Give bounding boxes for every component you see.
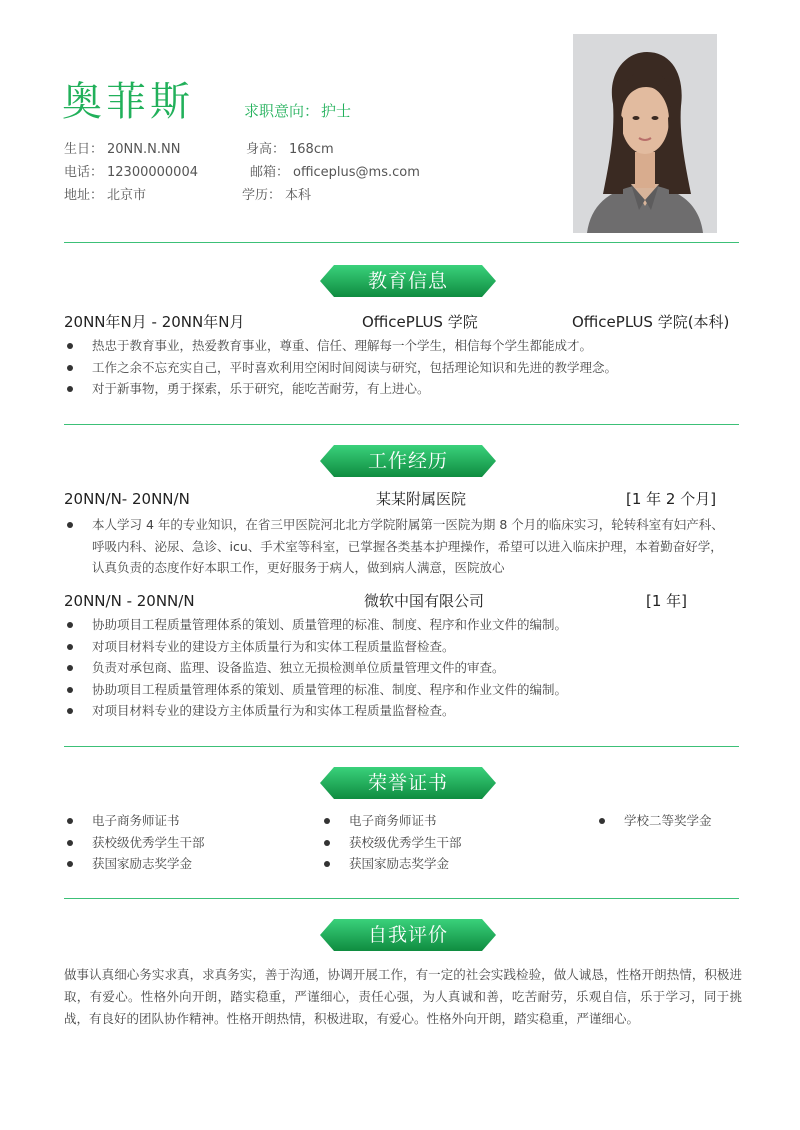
job-2-company: 微软中国有限公司 <box>364 592 485 610</box>
list-item: 获国家励志奖学金 <box>64 853 294 875</box>
address-label: 地址： <box>64 188 104 203</box>
education-period: 20NN年N月 - 20NN年N月 <box>64 313 245 331</box>
list-item: 对项目材料专业的建设方主体质量行为和实体工程质量监督检查。 <box>64 636 742 658</box>
job-1-company: 某某附属医院 <box>376 490 467 508</box>
list-item: 协助项目工程质量管理体系的策划、质量管理的标准、制度、程序和作业文件的编制。 <box>64 679 742 701</box>
birth-value: 20NN.N.NN <box>107 142 181 157</box>
height-label: 身高： <box>246 142 286 157</box>
profile-photo <box>573 34 717 233</box>
education-value: 本科 <box>285 188 312 203</box>
list-item: 负责对承包商、监理、设备监造、独立无损检测单位质量管理文件的审查。 <box>64 657 742 679</box>
education-bullets <box>64 335 742 400</box>
section-divider <box>64 424 739 425</box>
work-title: 工作经历 <box>367 450 448 472</box>
job-1-period: 20NN/N- 20NN/N <box>64 490 190 508</box>
job-intent-value: 护士 <box>321 102 352 120</box>
list-item: 对项目材料专业的建设方主体质量行为和实体工程质量监督检查。 <box>64 700 742 722</box>
section-divider <box>64 746 739 747</box>
honors-column-2 <box>321 810 551 875</box>
education-banner <box>320 265 496 297</box>
job-1-bullets <box>64 514 728 579</box>
phone-value: 12300000004 <box>107 165 198 180</box>
list-item: 获国家励志奖学金 <box>321 853 551 875</box>
education-title: 教育信息 <box>367 270 448 292</box>
address-value: 北京市 <box>107 188 147 203</box>
job-intent <box>242 101 351 121</box>
list-item: 协助项目工程质量管理体系的策划、质量管理的标准、制度、程序和作业文件的编制。 <box>64 614 742 636</box>
height-value: 168cm <box>289 142 334 157</box>
honors-column-1 <box>64 810 294 875</box>
section-divider <box>64 898 739 899</box>
email-value: officeplus@ms.com <box>293 165 420 180</box>
honors-banner <box>320 767 496 799</box>
list-item: 电子商务师证书 <box>321 810 551 832</box>
email-info <box>250 164 420 182</box>
list-item: 电子商务师证书 <box>64 810 294 832</box>
work-banner <box>320 445 496 477</box>
height-info <box>246 141 334 159</box>
self-eval-banner <box>320 919 496 951</box>
self-eval-text: 做事认真细心务实求真，求真务实，善于沟通，协调开展工作，有一定的社会实践检验，做人诚恳，性格开朗热情，积极进取，有爱心。性格外向开朗，踏实稳重，严谨细心，责任心强，为人真诚和善，吃苦耐劳，乐观自信，乐于学习，同于挑战，有良好的团队协作精神。性格开朗热情，积极进取，有爱心。性格外向开朗，踏实稳重，严谨细心。 <box>64 967 742 1026</box>
list-item: 本人学习 4 年的专业知识，在省三甲医院河北北方学院附属第一医院为期 8 个月的临床实习，轮转科室有妇产科、呼吸内科、泌尿、急诊、icu、手术室等科室，已掌握各类基本护理操作，希望可以进入临床护理，本着勤奋好学，认真负责的态度作好本职工作，更好服务于病人，做到病人满意，医院放心 <box>64 514 728 579</box>
birth-label: 生日： <box>64 142 104 157</box>
job-2-bullets <box>64 614 742 722</box>
phone-info <box>64 164 198 182</box>
job-intent-label: 求职意向： <box>244 102 320 120</box>
job-2-period: 20NN/N - 20NN/N <box>64 592 195 610</box>
education-school: OfficePLUS 学院 <box>362 313 478 331</box>
list-item: 热忠于教育事业，热爱教育事业，尊重、信任、理解每一个学生，相信每个学生都能成才。 <box>64 335 742 357</box>
list-item: 对于新事物，勇于探索，乐于研究，能吃苦耐劳，有上进心。 <box>64 378 742 400</box>
birth-info <box>64 141 180 159</box>
list-item: 工作之余不忘充实自己，平时喜欢利用空闲时间阅读与研究，包括理论知识和先进的教学理念。 <box>64 357 742 379</box>
list-item: 学校二等奖学金 <box>596 810 746 832</box>
job-2-duration: [1 年] <box>646 592 688 610</box>
list-item: 获校级优秀学生干部 <box>64 832 294 854</box>
section-divider <box>64 242 739 243</box>
phone-label: 电话： <box>64 165 104 180</box>
education-detail: OfficePLUS 学院(本科) <box>572 313 730 331</box>
honors-title: 荣誉证书 <box>367 772 448 794</box>
self-eval-title: 自我评价 <box>367 924 448 946</box>
email-label: 邮箱： <box>250 165 290 180</box>
education-info <box>242 187 311 205</box>
list-item: 获校级优秀学生干部 <box>321 832 551 854</box>
honors-column-3 <box>596 810 746 832</box>
address-info <box>64 187 146 205</box>
candidate-name: 奥菲斯 <box>62 79 194 125</box>
education-label: 学历： <box>242 188 282 203</box>
job-1-duration: [1 年 2 个月] <box>626 490 717 508</box>
portrait-illustration <box>573 34 717 233</box>
